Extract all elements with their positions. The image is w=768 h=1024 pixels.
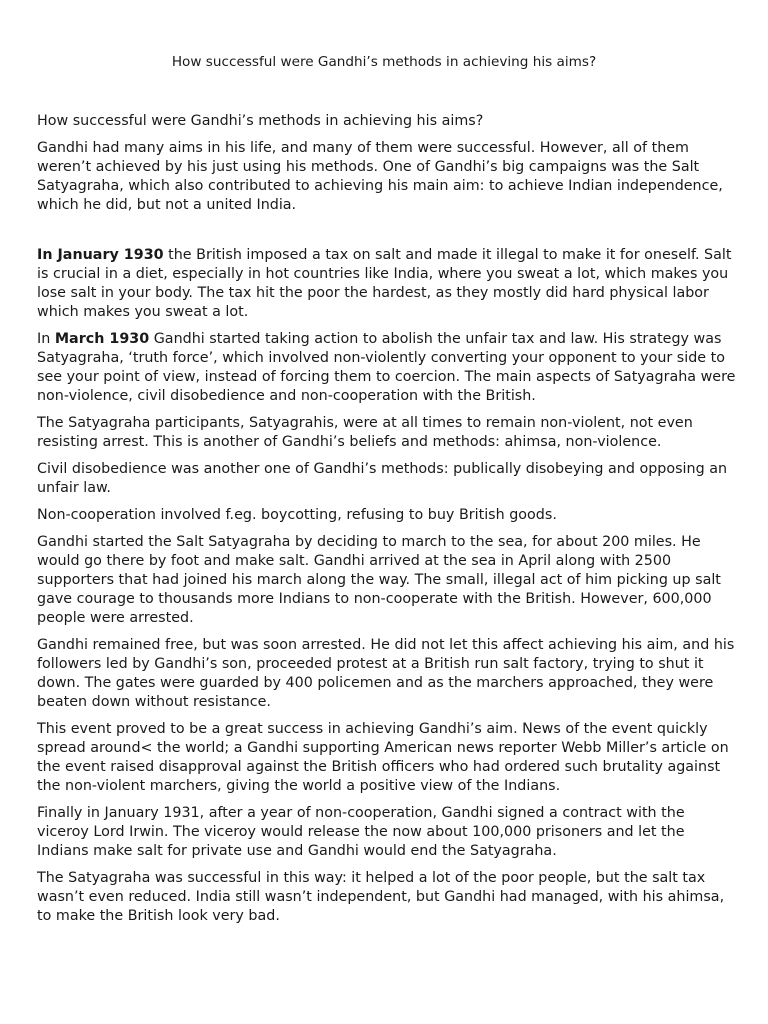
non-cooperation-paragraph: Non-cooperation involved f.eg. boycotting, refusing to buy British goods. — [37, 507, 557, 523]
paragraph-text: the British imposed a tax on salt and made it illegal to make it for oneself. Salt is crucial in a diet, especially in hot countries like India, where you sweat a lot, which makes you lose salt in your body. The tax hit the poor the hardest, as they mostly did hard physical labor which makes you sweat a lot. — [37, 247, 732, 320]
paragraph-text: Gandhi started taking action to abolish the unfair tax and law. His strategy was Satyagraha, ‘truth force’, which involved non-violently converting your opponent to your side to see your point of view, instead of forcing them to coercion. The main aspects of Satyagraha were non-violence, civil disobedience and non-cooperation with the British. — [37, 331, 736, 404]
document-body — [37, 112, 737, 934]
march-1930-paragraph — [37, 330, 737, 406]
january-1930-paragraph — [37, 246, 737, 322]
salt-march-paragraph: Gandhi started the Salt Satyagraha by deciding to march to the sea, for about 200 miles. He would go there by foot and make salt. Gandhi arrived at the sea in April along with 2500 supporters that had joined his march along the way. The small, illegal act of him picking up salt gave courage to thousands more Indians to non-cooperate with the British. However, 600,000 people were arrested. — [37, 534, 721, 626]
paragraph-prefix: In — [37, 331, 55, 347]
irwin-pact-paragraph: Finally in January 1931, after a year of non-cooperation, Gandhi signed a contract with the viceroy Lord Irwin. The viceroy would release the now about 100,000 prisoners and let the Indians make salt for private use and Gandhi would end the Satyagraha. — [37, 805, 685, 859]
intro-paragraph: Gandhi had many aims in his life, and many of them were successful. However, all of them weren’t achieved by his just using his methods. One of Gandhi’s big campaigns was the Salt Satyagraha, which also contributed to achieving his main aim: to achieve Indian independence, which he did, but not a united India. — [37, 140, 723, 213]
document-title: How successful were Gandhi’s methods in achieving his aims? — [171, 54, 597, 70]
conclusion-paragraph: The Satyagraha was successful in this way: it helped a lot of the poor people, but the salt tax wasn’t even reduced. India still wasn’t independent, but Gandhi had managed, with his ahimsa, to make the British look very bad. — [37, 870, 725, 924]
satyagrahis-paragraph: The Satyagraha participants, Satyagrahis, were at all times to remain non-violent, not even resisting arrest. This is another of Gandhi’s beliefs and methods: ahimsa, non-violence. — [37, 415, 693, 450]
success-paragraph: This event proved to be a great success in achieving Gandhi’s aim. News of the event quickly spread around< the world; a Gandhi supporting American news reporter Webb Miller’s article on the event raised disapproval against the British officers who had ordered such brutality against the non-violent marchers, giving the world a positive view of the Indians. — [37, 721, 729, 794]
question-heading: How successful were Gandhi’s methods in achieving his aims? — [37, 113, 484, 129]
arrest-paragraph: Gandhi remained free, but was soon arrested. He did not let this affect achieving his aim, and his followers led by Gandhi’s son, proceeded protest at a British run salt factory, trying to shut it down. The gates were guarded by 400 policemen and as the marchers approached, they were beaten down without resistance. — [37, 637, 735, 710]
date-january-1930: In January 1930 — [37, 247, 164, 263]
civil-disobedience-paragraph: Civil disobedience was another one of Gandhi’s methods: publically disobeying and opposing an unfair law. — [37, 461, 728, 496]
date-march-1930: March 1930 — [54, 331, 150, 347]
